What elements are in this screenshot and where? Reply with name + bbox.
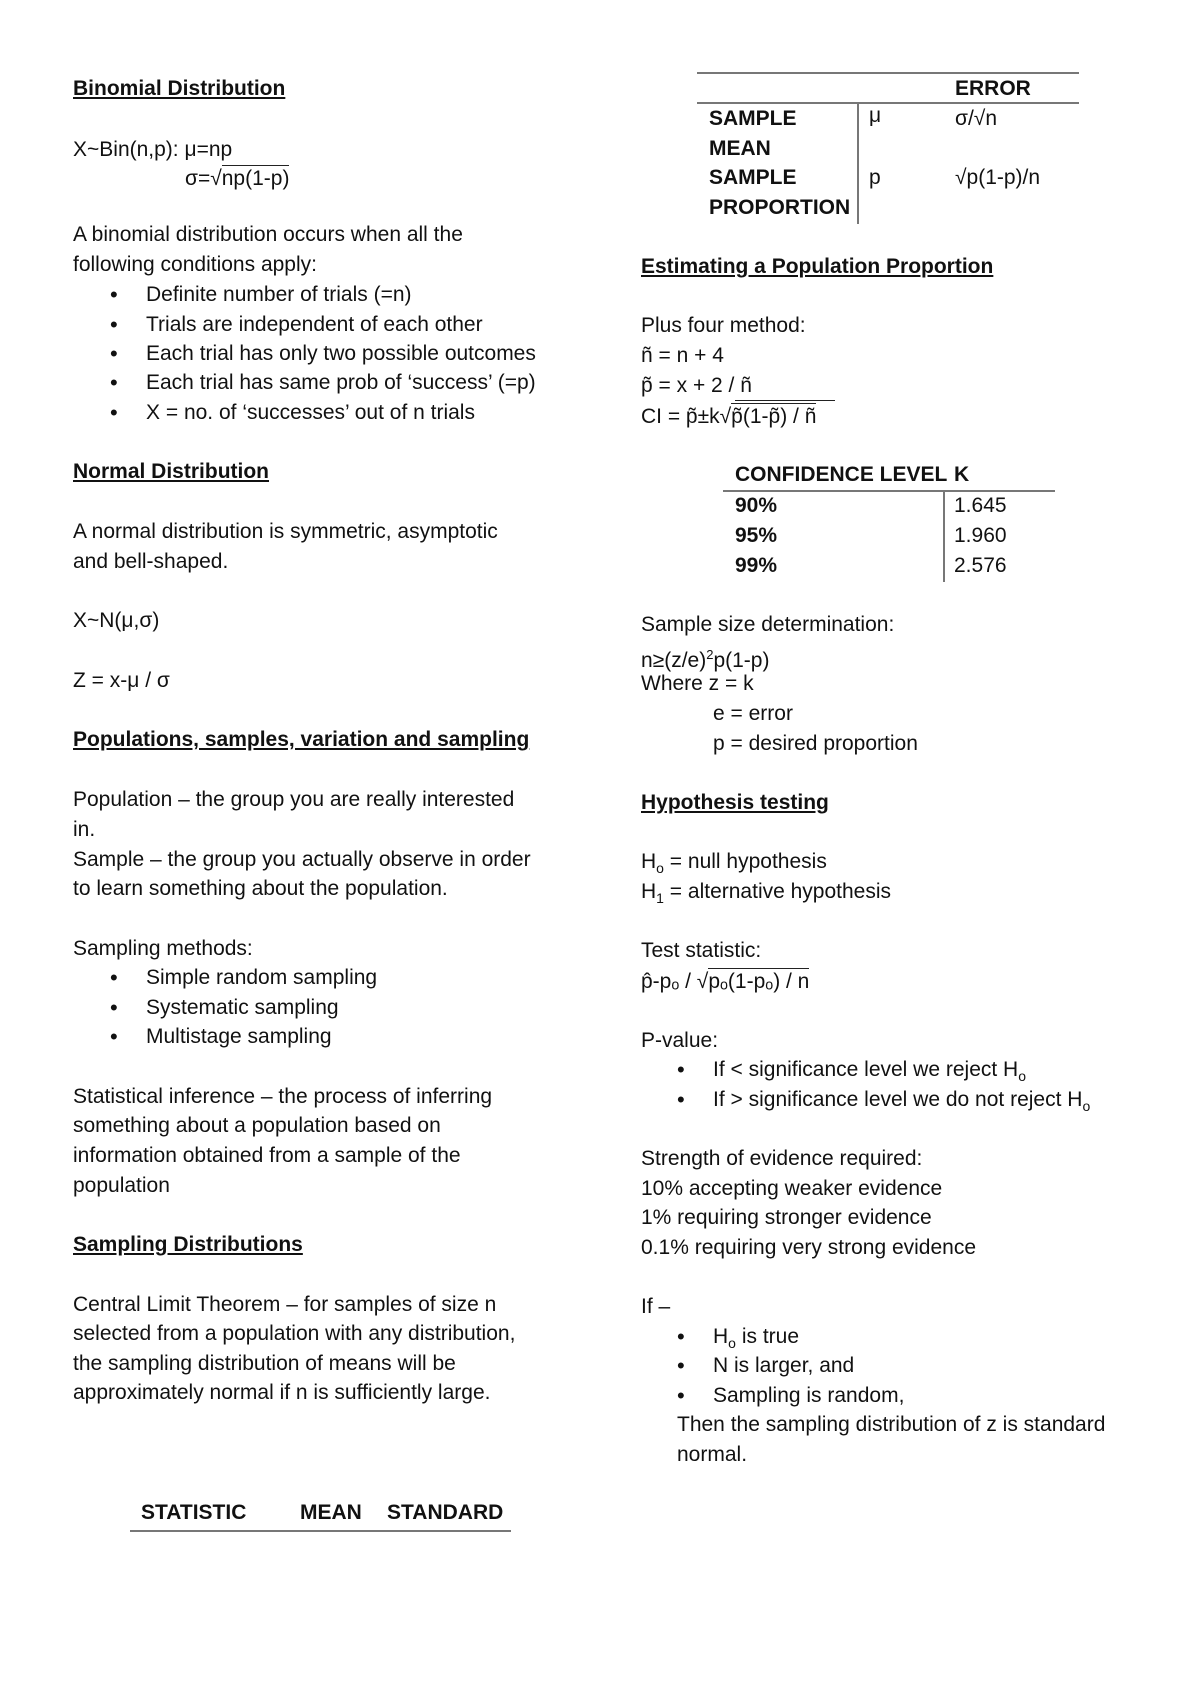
clt-3: the sampling distribution of means will be [73, 1352, 456, 1375]
sample-size-exponent: 2 [706, 647, 714, 662]
h0-subscript: o [656, 860, 664, 877]
pvalue-item-1-sub: o [1018, 1068, 1027, 1085]
pvalue-item-1-text: If < significance level we reject H [713, 1058, 1019, 1081]
sigma-radicand: np(1-p) [221, 167, 290, 190]
conf-table-divider [943, 490, 945, 582]
sample-mean-error: σ/√n [955, 107, 997, 130]
binomial-intro-1: A binomial distribution occurs when all the [73, 223, 463, 246]
clt-1: Central Limit Theorem – for samples of size n [73, 1293, 497, 1316]
ci-formula [641, 403, 816, 430]
binomial-definition [73, 137, 232, 163]
normal-definition: X~N(μ,σ) [73, 609, 160, 632]
sample-mean-label-1: SAMPLE [709, 107, 797, 130]
pvalue-label: P-value: [641, 1029, 719, 1052]
normal-desc-1: A normal distribution is symmetric, asymptotic [73, 520, 498, 543]
error-header: ERROR [955, 77, 1031, 100]
sampling-method-2: • Systematic sampling [146, 995, 339, 1021]
strength-10: 10% accepting weaker evidence [641, 1177, 943, 1200]
h1-definition: $H_1$ = alternative hypothesis [641, 880, 892, 907]
populations-heading: Populations, samples, variation and sampling [73, 728, 530, 751]
sample-proportion-label-1: SAMPLE [709, 166, 797, 189]
sample-mean-mean: μ [869, 104, 882, 127]
pvalue-item-2-text: If > significance level we do not reject H [713, 1088, 1083, 1111]
population-def-1: Population – the group you are really interested [73, 788, 515, 811]
sample-size-formula-post: p(1-p) [713, 649, 770, 672]
inference-4: population [73, 1174, 170, 1197]
normal-heading: Normal Distribution [73, 460, 270, 483]
clt-2: selected from a population with any distribution, [73, 1322, 516, 1345]
strength-label: Strength of evidence required: [641, 1147, 923, 1170]
if-item-3: • Sampling is random, [713, 1383, 904, 1409]
test-radicand: pₒ(1-pₒ) / n [708, 970, 810, 993]
conf-header-k: K [954, 463, 970, 486]
test-statistic-formula [641, 968, 809, 995]
stat-header-statistic: STATISTIC [141, 1501, 247, 1524]
conf-header-level: CONFIDENCE LEVEL [735, 463, 948, 486]
binomial-condition-4: • Each trial has same prob of ‘success’ (=p) [146, 370, 536, 396]
conf-level-95: 95% [735, 524, 778, 547]
pvalue-item-1 [713, 1057, 1026, 1089]
if-label: If – [641, 1295, 671, 1318]
normal-desc-2: and bell-shaped. [73, 550, 229, 573]
sample-def-2: to learn something about the population. [73, 877, 448, 900]
sample-size-p: p = desired proportion [713, 732, 918, 755]
h0-text: = null hypothesis [663, 850, 827, 873]
strength-1: 1% requiring stronger evidence [641, 1206, 932, 1229]
sampling-method-1: • Simple random sampling [146, 965, 377, 991]
inference-2: something about a population based on [73, 1114, 441, 1137]
binomial-heading: Binomial Distribution [73, 77, 286, 100]
p-tilde-formula: p̃ = x + 2 / ñ [641, 374, 752, 397]
sampling-method-3: • Multistage sampling [146, 1024, 332, 1050]
p-tilde-rule [735, 400, 835, 401]
population-def-2: in. [73, 818, 96, 841]
if-item-2: • N is larger, and [713, 1353, 854, 1379]
sample-size-formula [641, 642, 769, 674]
conf-k-99: 2.576 [954, 554, 1007, 577]
binomial-condition-2: • Trials are independent of each other [146, 312, 483, 338]
stat-table-rule [130, 1530, 511, 1532]
h1-text: = alternative hypothesis [663, 880, 892, 903]
ci-prefix: CI = p̃±k√ [641, 405, 732, 428]
binomial-condition-3: • Each trial has only two possible outcomes [146, 341, 536, 367]
sigma-prefix: σ=√ [185, 167, 222, 190]
error-table-top-rule [697, 72, 1079, 74]
if-item-1-sub: o [728, 1335, 736, 1352]
conf-k-95: 1.960 [954, 524, 1007, 547]
sample-size-e: e = error [713, 702, 793, 725]
sample-proportion-label-2: PROPORTION [709, 196, 851, 219]
ci-radicand: p̃(1-p̃) / ñ [731, 405, 817, 428]
sample-size-label: Sample size determination: [641, 613, 895, 636]
inference-3: information obtained from a sample of the [73, 1144, 461, 1167]
binomial-def-text: X~Bin(n,p): [73, 138, 185, 161]
then-2: normal. [677, 1443, 748, 1466]
n-tilde-formula: ñ = n + 4 [641, 344, 724, 367]
conf-k-90: 1.645 [954, 494, 1007, 517]
sample-proportion-mean: p [869, 166, 881, 189]
sampling-methods-label: Sampling methods: [73, 937, 253, 960]
sampling-dist-heading: Sampling Distributions [73, 1233, 303, 1256]
stat-header-mean: MEAN [300, 1501, 362, 1524]
inference-1: Statistical inference – the process of inferring [73, 1085, 493, 1108]
conf-level-90: 90% [735, 494, 778, 517]
h1-subscript: 1 [656, 890, 664, 907]
error-table-divider [857, 102, 859, 224]
if-item-1: • $H_o$ is true [713, 1324, 799, 1356]
pvalue-item-2-sub: o [1082, 1098, 1091, 1115]
stat-header-standard: STANDARD [387, 1501, 504, 1524]
h0-definition: $H_o$ = null hypothesis [641, 850, 827, 877]
sample-def-1: Sample – the group you actually observe in order [73, 848, 531, 871]
clt-4: approximately normal if n is sufficiently large. [73, 1381, 491, 1404]
if-item-1-text: is true [741, 1325, 799, 1348]
conf-table-rule [723, 490, 1055, 492]
binomial-mean: μ=np [184, 138, 233, 161]
test-statistic-label: Test statistic: [641, 939, 762, 962]
sample-size-formula-pre: n≥(z/e) [641, 649, 707, 672]
binomial-condition-1: • Definite number of trials (=n) [146, 282, 412, 308]
plus-four-label: Plus four method: [641, 314, 806, 337]
error-table-header-rule [697, 102, 1079, 104]
then-1: Then the sampling distribution of z is standard [677, 1413, 1106, 1436]
strength-0-1: 0.1% requiring very strong evidence [641, 1236, 977, 1259]
estimating-heading: Estimating a Population Proportion [641, 255, 994, 278]
binomial-sigma [185, 165, 289, 192]
sample-proportion-error: √p(1-p)/n [955, 166, 1041, 189]
hypothesis-heading: Hypothesis testing [641, 791, 829, 814]
pvalue-item-2 [713, 1087, 1090, 1119]
binomial-intro-2: following conditions apply: [73, 253, 317, 276]
z-formula: Z = x-μ / σ [73, 669, 170, 692]
conf-level-99: 99% [735, 554, 778, 577]
binomial-condition-5: • X = no. of ‘successes’ out of n trials [146, 400, 475, 426]
sample-size-where: Where z = k [641, 672, 754, 695]
test-prefix: p̂-pₒ / √ [641, 970, 709, 993]
sample-mean-label-2: MEAN [709, 137, 771, 160]
